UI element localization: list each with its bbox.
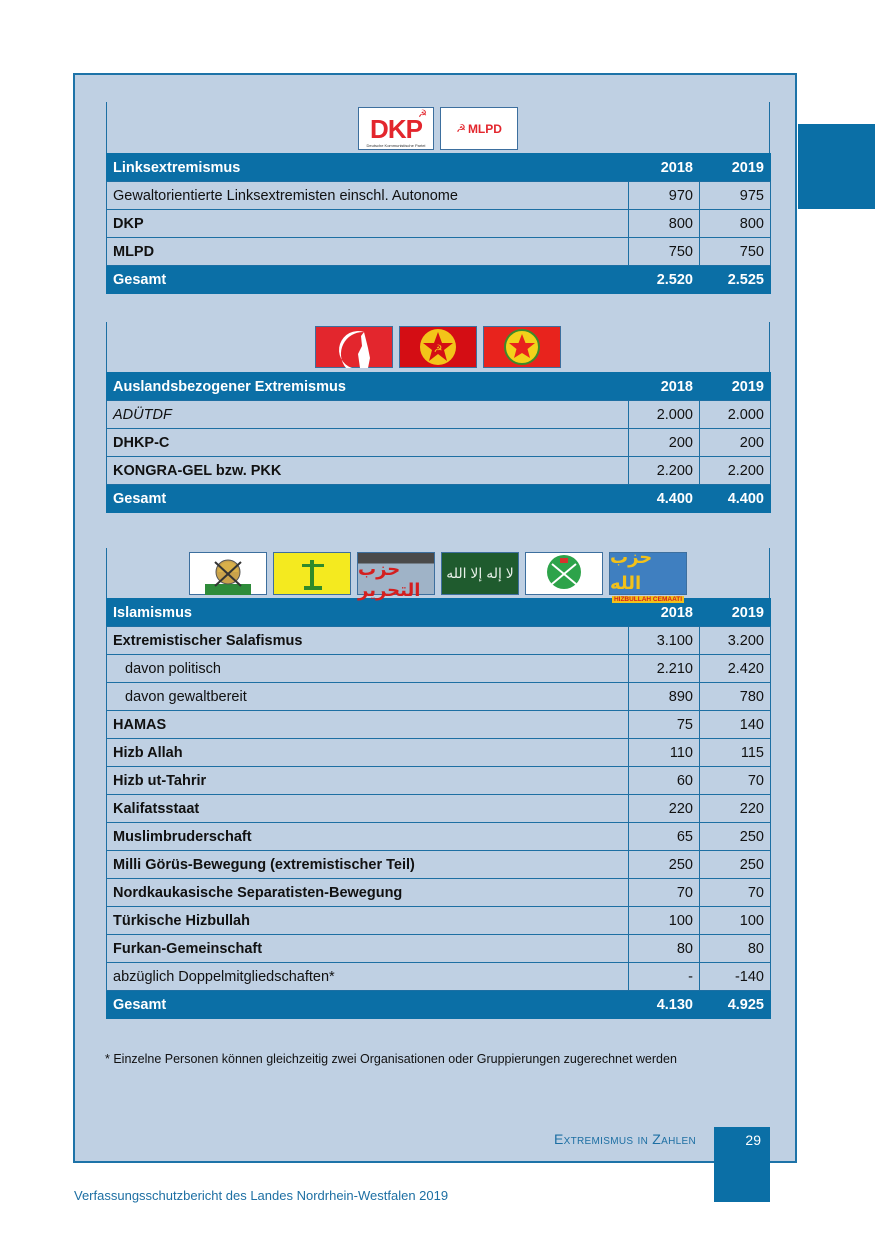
header-label: Auslandsbezogener Extremismus [107, 373, 629, 401]
header-year-2019: 2019 [700, 154, 771, 182]
table-row: Hizb ut-Tahrir 60 70 [107, 767, 771, 795]
muslimbruderschaft-emblem [525, 552, 603, 595]
header-year-2018: 2018 [629, 373, 700, 401]
table-row: Nordkaukasische Separatisten-Bewegung 70 70 [107, 879, 771, 907]
header-label: Linksextremismus [107, 154, 629, 182]
table-row: DHKP-C 200 200 [107, 429, 771, 457]
chapter-side-tab [798, 124, 875, 209]
dkp-logo: ☭ DKP Deutsche Kommunistische Partei [358, 107, 434, 150]
table-row: ADÜTDF 2.000 2.000 [107, 401, 771, 429]
table-auslandsbezogener-extremismus [106, 322, 770, 513]
table-total-row: Gesamt 4.400 4.400 [107, 485, 771, 513]
table-row: Extremistischer Salafismus 3.100 3.200 [107, 627, 771, 655]
mlpd-logo: ☭ MLPD [440, 107, 518, 150]
hizb-allah-flag [273, 552, 351, 595]
hamas-emblem [189, 552, 267, 595]
table-header-row [107, 154, 771, 182]
data-table [106, 372, 771, 513]
hizbullah-cemaati-logo: حزب الله HIZBULLAH CEMAATI [609, 552, 687, 595]
svg-text:☭: ☭ [433, 344, 443, 355]
table-total-row: Gesamt 2.520 2.525 [107, 266, 771, 294]
table-row: Kalifatsstaat 220 220 [107, 795, 771, 823]
hizb-ut-tahrir-logo: حزب التحرير [357, 552, 435, 595]
logo-strip [106, 547, 770, 603]
hammer-sickle-icon: ☭ [418, 109, 427, 120]
header-year-2019: 2019 [700, 599, 771, 627]
header-year-2018: 2018 [629, 599, 700, 627]
pkk-flag [483, 326, 561, 368]
table-islamismus [106, 548, 770, 1019]
report-title: Verfassungsschutzbericht des Landes Nordrhein-Westfalen 2019 [74, 1188, 449, 1203]
table-row: Türkische Hizbullah 100 100 [107, 907, 771, 935]
table-row: KONGRA-GEL bzw. PKK 2.200 2.200 [107, 457, 771, 485]
table-row: Muslimbruderschaft 65 250 [107, 823, 771, 851]
hammer-sickle-icon: ☭ [456, 123, 466, 135]
page-number-box [714, 1127, 770, 1202]
page-number: 29 [745, 1132, 761, 1148]
table-row: davon gewaltbereit 890 780 [107, 683, 771, 711]
table-row: MLPD 750 750 [107, 238, 771, 266]
logo-strip [106, 102, 770, 153]
table-row: DKP 800 800 [107, 210, 771, 238]
footnote: * Einzelne Personen können gleichzeitig zwei Organisationen oder Gruppierungen zugerechnet werden [105, 1052, 677, 1066]
data-table [106, 153, 771, 294]
table-row: Milli Görüs-Bewegung (extremistischer Teil) 250 250 [107, 851, 771, 879]
table-row: Furkan-Gemeinschaft 80 80 [107, 935, 771, 963]
table-row: Gewaltorientierte Linksextremisten einschl. Autonome 970 975 [107, 182, 771, 210]
header-year-2019: 2019 [700, 373, 771, 401]
logo-strip [106, 322, 770, 372]
table-row: davon politisch 2.210 2.420 [107, 655, 771, 683]
table-row: abzüglich Doppelmitgliedschaften* - -140 [107, 963, 771, 991]
section-title: Extremismus in Zahlen [554, 1131, 696, 1147]
table-total-row: Gesamt 4.130 4.925 [107, 991, 771, 1019]
header-year-2018: 2018 [629, 154, 700, 182]
header-label: Islamismus [107, 599, 629, 627]
table-linksextremismus [106, 102, 770, 294]
dhkp-c-flag [399, 326, 477, 368]
table-header-row [107, 373, 771, 401]
kalifatsstaat-flag: لا إله إلا الله [441, 552, 519, 595]
data-table [106, 598, 771, 1019]
table-row: HAMAS 75 140 [107, 711, 771, 739]
table-row: Hizb Allah 110 115 [107, 739, 771, 767]
grey-wolves-flag [315, 326, 393, 368]
